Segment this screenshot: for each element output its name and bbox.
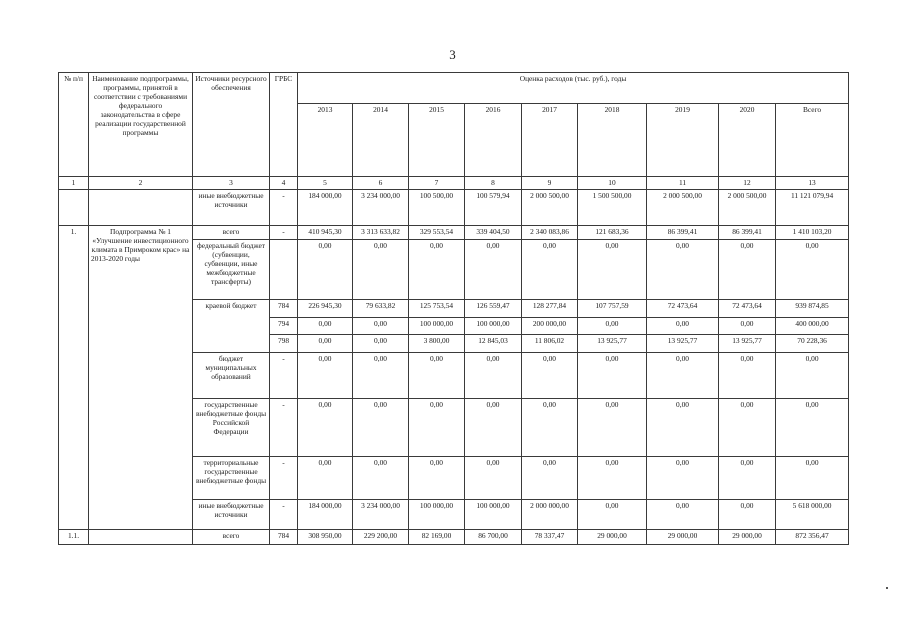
cell-source: иные внебюджетные источники	[193, 500, 270, 530]
header-year: 2019	[647, 104, 719, 177]
cell-value: 125 753,54	[409, 300, 465, 318]
cell-value: 0,00	[522, 240, 578, 300]
header-year: 2015	[409, 104, 465, 177]
cell-value: 0,00	[647, 318, 719, 335]
cell-value: 100 000,00	[465, 318, 522, 335]
header-year: 2020	[719, 104, 776, 177]
cell-value: 0,00	[578, 500, 647, 530]
cell-grbs	[270, 240, 298, 300]
cell-value: 70 228,36	[776, 335, 849, 353]
cell-grbs: -	[270, 190, 298, 226]
cell-source: территориальные государственные внебюджетные фонды	[193, 457, 270, 500]
header-name: Наименование подпрограммы, программы, принятой в соответствии с требованиями федерального законодательства в сфере реализации государственной программы	[89, 73, 193, 177]
cell-value: 0,00	[353, 318, 409, 335]
cell-value: 0,00	[353, 240, 409, 300]
cell-num	[59, 190, 89, 226]
cell-value: 0,00	[776, 457, 849, 500]
column-number: 6	[353, 177, 409, 190]
cell-value: 11 806,02	[522, 335, 578, 353]
header-grbs: ГРБС	[270, 73, 298, 177]
cell-value: 0,00	[719, 353, 776, 399]
cell-value: 100 000,00	[465, 500, 522, 530]
cell-grbs: 784	[270, 300, 298, 318]
header-row	[59, 73, 849, 104]
cell-value: 13 925,77	[578, 335, 647, 353]
cell-value: 2 340 083,86	[522, 226, 578, 240]
header-year: 2018	[578, 104, 647, 177]
subprogram-num: 1.	[59, 226, 89, 530]
cell-value: 5 618 000,00	[776, 500, 849, 530]
cell-value: 400 000,00	[776, 318, 849, 335]
column-number: 5	[298, 177, 353, 190]
header-num: № п/п	[59, 73, 89, 177]
cell-source: государственные внебюджетные фонды Российской Федерации	[193, 399, 270, 457]
cell-value: 100 000,00	[409, 500, 465, 530]
column-number: 8	[465, 177, 522, 190]
cell-value: 200 000,00	[522, 318, 578, 335]
cell-value: 184 000,00	[298, 190, 353, 226]
cell-value: 0,00	[647, 457, 719, 500]
cell-value: 100 000,00	[409, 318, 465, 335]
header-year: 2017	[522, 104, 578, 177]
cell-grbs: 784	[270, 530, 298, 545]
cell-value: 0,00	[578, 399, 647, 457]
column-number: 10	[578, 177, 647, 190]
cell-value: 0,00	[776, 399, 849, 457]
cell-value: 12 845,03	[465, 335, 522, 353]
column-number: 12	[719, 177, 776, 190]
column-number: 7	[409, 177, 465, 190]
cell-value: 13 925,77	[647, 335, 719, 353]
cell-value: 939 874,85	[776, 300, 849, 318]
cell-value: 1 410 103,20	[776, 226, 849, 240]
table-row	[59, 530, 849, 545]
cell-value: 0,00	[522, 457, 578, 500]
column-number: 3	[193, 177, 270, 190]
cell-value: 0,00	[647, 240, 719, 300]
cell-value: 0,00	[465, 240, 522, 300]
column-number: 1	[59, 177, 89, 190]
cell-source: всего	[193, 226, 270, 240]
column-numbers-row	[59, 177, 849, 190]
cell-value: 79 633,82	[353, 300, 409, 318]
cell-value: 100 579,94	[465, 190, 522, 226]
cell-value: 86 399,41	[647, 226, 719, 240]
cell-source: иные внебюджетные источники	[193, 190, 270, 226]
cell-value: 872 356,47	[776, 530, 849, 545]
cell-grbs: -	[270, 353, 298, 399]
cell-value: 0,00	[578, 240, 647, 300]
page-number: 3	[449, 47, 456, 62]
cell-value: 128 277,84	[522, 300, 578, 318]
cell-value: 29 000,00	[719, 530, 776, 545]
cell-value: 339 404,50	[465, 226, 522, 240]
cell-value: 329 553,54	[409, 226, 465, 240]
column-number: 9	[522, 177, 578, 190]
column-number: 13	[776, 177, 849, 190]
header-total: Всего	[776, 104, 849, 177]
cell-value: 3 313 633,82	[353, 226, 409, 240]
cell-num: 1.1.	[59, 530, 89, 545]
cell-value: 29 000,00	[578, 530, 647, 545]
cell-value: 0,00	[719, 318, 776, 335]
cell-value: 410 945,30	[298, 226, 353, 240]
cell-source: федеральный бюджет (субвенции, субвенции, иные межбюджетные трансферты)	[193, 240, 270, 300]
cell-value: 13 925,77	[719, 335, 776, 353]
cell-value: 0,00	[776, 353, 849, 399]
cell-value: 0,00	[719, 500, 776, 530]
cell-value: 0,00	[647, 500, 719, 530]
header-sources: Источники ресурсного обеспечения	[193, 73, 270, 177]
cell-value: 0,00	[298, 457, 353, 500]
cell-name	[89, 190, 193, 226]
cell-grbs: -	[270, 500, 298, 530]
cell-value: 0,00	[353, 399, 409, 457]
cell-value: 126 559,47	[465, 300, 522, 318]
column-number: 2	[89, 177, 193, 190]
cell-value: 0,00	[647, 399, 719, 457]
cell-grbs: 798	[270, 335, 298, 353]
cell-value: 0,00	[578, 457, 647, 500]
header-year: 2016	[465, 104, 522, 177]
cell-value: 0,00	[719, 399, 776, 457]
cell-value: 78 337,47	[522, 530, 578, 545]
cell-value: 2 000 500,00	[719, 190, 776, 226]
cell-value: 11 121 079,94	[776, 190, 849, 226]
subprogram-name: Подпрограмма № 1 «Улучшение инвестиционного климата в Примроком крас» на 2013-2020 годы	[89, 226, 193, 530]
cell-value: 0,00	[776, 240, 849, 300]
cell-value: 0,00	[298, 353, 353, 399]
cell-value: 0,00	[719, 457, 776, 500]
cell-grbs: -	[270, 399, 298, 457]
cell-value: 0,00	[522, 399, 578, 457]
cell-source: краевой бюджет	[193, 300, 270, 353]
cell-value: 0,00	[409, 457, 465, 500]
cell-value: 0,00	[409, 399, 465, 457]
budget-table	[58, 72, 849, 545]
cell-value: 0,00	[409, 240, 465, 300]
cell-grbs: 794	[270, 318, 298, 335]
cell-value: 86 399,41	[719, 226, 776, 240]
cell-value: 0,00	[298, 240, 353, 300]
header-year: 2013	[298, 104, 353, 177]
cell-value: 0,00	[647, 353, 719, 399]
column-number: 11	[647, 177, 719, 190]
cell-value: 184 000,00	[298, 500, 353, 530]
cell-value: 2 000 500,00	[522, 190, 578, 226]
cell-value: 0,00	[465, 399, 522, 457]
cell-value: 100 500,00	[409, 190, 465, 226]
cell-value: 308 950,00	[298, 530, 353, 545]
cell-value: 0,00	[298, 399, 353, 457]
cell-value: 0,00	[353, 353, 409, 399]
cell-value: 72 473,64	[647, 300, 719, 318]
cell-value: 0,00	[353, 457, 409, 500]
cell-source: всего	[193, 530, 270, 545]
cell-value: 0,00	[298, 318, 353, 335]
cell-value: 1 500 500,00	[578, 190, 647, 226]
cell-value: 0,00	[522, 353, 578, 399]
cell-value: 226 945,30	[298, 300, 353, 318]
cell-grbs: -	[270, 226, 298, 240]
cell-value: 29 000,00	[647, 530, 719, 545]
column-number: 4	[270, 177, 298, 190]
cell-value: 3 800,00	[409, 335, 465, 353]
cell-value: 86 700,00	[465, 530, 522, 545]
cell-value: 72 473,64	[719, 300, 776, 318]
cell-value: 229 200,00	[353, 530, 409, 545]
scan-dot	[886, 587, 888, 589]
cell-grbs: -	[270, 457, 298, 500]
table-row	[59, 190, 849, 226]
cell-value: 107 757,59	[578, 300, 647, 318]
cell-value: 0,00	[409, 353, 465, 399]
cell-name	[89, 530, 193, 545]
cell-value: 0,00	[578, 353, 647, 399]
cell-value: 121 683,36	[578, 226, 647, 240]
cell-value: 0,00	[578, 318, 647, 335]
table-row	[59, 226, 849, 240]
cell-value: 0,00	[465, 457, 522, 500]
cell-source: бюджет муниципальных образований	[193, 353, 270, 399]
cell-value: 3 234 000,00	[353, 500, 409, 530]
cell-value: 82 169,00	[409, 530, 465, 545]
cell-value: 2 000 500,00	[647, 190, 719, 226]
cell-value: 0,00	[298, 335, 353, 353]
cell-value: 0,00	[353, 335, 409, 353]
cell-value: 0,00	[465, 353, 522, 399]
header-estimate: Оценка расходов (тыс. руб.), годы	[298, 73, 849, 104]
cell-value: 2 000 000,00	[522, 500, 578, 530]
header-year: 2014	[353, 104, 409, 177]
cell-value: 3 234 000,00	[353, 190, 409, 226]
cell-value: 0,00	[719, 240, 776, 300]
